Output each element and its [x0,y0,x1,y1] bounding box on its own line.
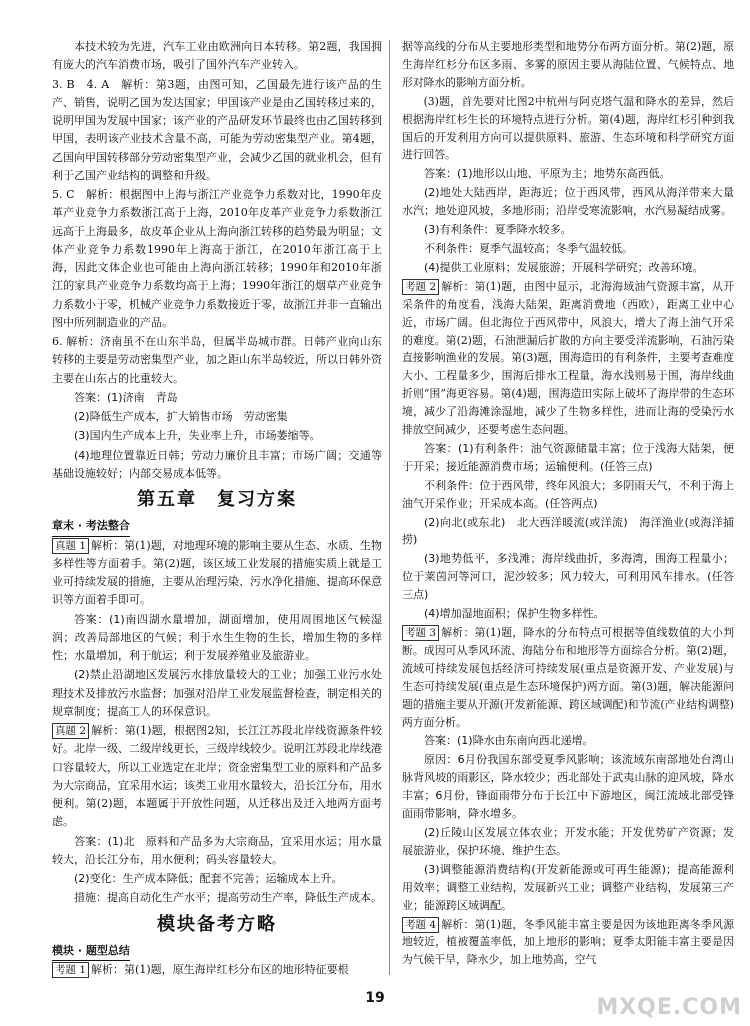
module-title: 模块备考方略 [157,913,277,935]
paragraph: 解析：第(1)题，由图中显示，北海海域油气资源丰富，从开采条件的角度看，浅海大陆架，距离消费地（西欧），距离工业中心近，市场广阔。但北海位于西风带中，风浪大，增大了海上油气开采的难度。第(2)题，石油泄漏后扩散的方向主要受洋流影响，石油污染直接影响渔业的发展。第(3)题，围海造田的有利条件，主要考查难度大小、工程量多少，围海后排水工程量，海水浅则易于围，海岸线曲折则“围”海更容易。第(4)题，围海造田实际上破坏了海岸带的生态环境，减少了沿海滩涂湿地，减少了生物多样性，进而让海的受染污水排放空间减少，还要考虑生态问题。 [402,279,734,437]
answer: (3)地势低平，多浅滩；海岸线曲折，多海湾，围海工程量小；位于莱茵河等河口，泥沙较多；风力较大，可利用风车排水。(任答三点) [402,552,734,602]
question-tag: 考题 3 [402,625,439,641]
question-tag: 考题 1 [52,962,89,978]
answer: (2)变化：生产成本降低；配套不完善；运输成本上升。 [74,872,343,885]
question-tag: 考题 4 [402,917,439,933]
paragraph: 解析：第(1)题，冬季风能丰富主要是因为该地距离冬季风源地较近，植被覆盖率低，加上地形的影响；夏季太阳能丰富主要是因为气候干旱，降水少，加上地势高，空气 [402,917,734,967]
answer: 答案：(1)北 原料和产品多为大宗商品，宜采用水运；用水量较大，沿长江分布，用水便利；码头容量较大。 [52,834,382,866]
answer: (2)向北(或东北) 北大西洋暖流(或洋流) 海洋渔业(或海洋捕捞) [402,515,734,547]
answer: (4)提供工业原料；发展旅游；开展科学研究；改善环境。 [424,260,704,274]
paragraph: 3. B 4. A 解析：第3题，由图可知，乙国最先进行该产品的生产、销售，说明乙国为发达国家；甲国该产业是由乙国转移过来的，说明甲国为发展中国家；该产业的产品研发环节最终也由乙国转移到甲国，表明该产业技术含量不高，可能为劳动密集型产业。第4题，乙国向甲国转移部分劳动密集型产业，会减少乙国的就业机会，但有利于乙国产业结构的调整和升级。 [52,77,382,182]
page-number: 19 [365,990,385,1006]
paragraph: 6. 解析：济南虽不在山东半岛，但属半岛城市群。日韩产业向山东转移的主要是劳动密集型产业，加之距山东半岛较近，所以日韩外资主要在山东占的比重较大。 [52,335,382,385]
right-column [402,38,734,970]
answer: (2)降低生产成本，扩大销售市场 劳动密集 [74,410,288,423]
answer: 答案：(1)地形以山地、平原为主；地势东高西低。 [424,167,671,181]
answer: 答案：(1)降水由东南向西北递增。 [424,734,594,748]
question-block [52,961,382,979]
question-tag: 考题 2 [402,279,439,295]
answer: (3)有利条件：夏季降水较多。 [424,223,572,237]
chapter-title: 第五章 复习方案 [137,489,297,510]
paragraph: 解析：第(1)题，根据图2知，长江江苏段北岸线资源条件较好。北岸一级、二级岸线更长，三级岸线较少。说明江苏段北岸线港口容量较大，所以工业选定在北岸；资金密集型工业的原料和产品多为大宗商品，宜采用水运；该类工业用水量较大，沿长江分布，用水便利。第(2)题，本题属于开放性问题，从迁移出及迁入地两方面考虑。 [52,724,382,829]
answer: (2)禁止沿湖地区发展污水排放量较大的工业；加强工业污水处理技术及排放污水监督；加强对沿岸工业发展监督检查，制定相关的规章制度；提高工人的环保意识。 [52,668,382,718]
answer: (3)国内生产成本上升，失业率上升，市场萎缩等。 [74,429,321,443]
answer: 不利条件：位于西风带，终年风浪大；多阴雨天气，不利于海上油气开采作业；开采成本高。(任答两点) [402,478,734,510]
watermark: MXQE.COM [596,995,742,1020]
answer: 措施：提高自动化生产水平；提高劳动生产率，降低生产成本。 [74,891,382,905]
answer: (4)增加湿地面积；保护生物多样性。 [424,607,605,621]
question-block [52,722,382,832]
question-block [52,537,382,610]
question-block [402,278,734,439]
paragraph: 5. C 解析：根据图中上海与浙江产业竞争力系数对比，1990年皮革产业竞争力系数浙江高于上海，2010年皮革产业竞争力系数浙江远高于上海最多，故皮革企业从上海向浙江转移的趋势最为明显；文体产业竞争力系数1990年上海高于浙江，在2010年浙江高于上海，因此文体企业也可能由上海向浙江转移；1990年和2010年浙江的家具产业竞争力系数均高于上海；1990年浙江的烟草产业竞争力系数小于零，机械产业竞争力系数接近于零，故浙江并非一直输出图中所列制造业的产品。 [52,188,382,329]
section-heading: 章末 · 考法整合 [52,517,130,536]
paragraph: 本技术较为先进，汽车工业由欧洲向日本转移。第2题，我国拥有庞大的汽车消费市场，吸引了国外汽车产业转入。 [52,40,382,72]
answer: 原因：6月份我国东部受夏季风影响；该流域东南部地处台湾山脉背风坡的雨影区，降水较少；西北部处于武夷山脉的迎风坡，降水丰富；6月份，锋面雨带分布于长江中下游地区，闽江流域北部受锋面雨带影响，降水增多。 [402,753,734,821]
paragraph: 据等高线的分布从主要地形类型和地势分布两方面分析。第(2)题，原生海岸红杉分布区多雨、多雾的原因主要从海陆位置、气候特点、地形对降水的影响方面分析。 [402,40,734,89]
question-block [402,916,734,970]
answer: (4)地理位置靠近日韩；劳动力廉价且丰富；市场广阔；交通等基础设施较好；内部交易成本低等。 [52,448,382,480]
question-block [402,624,734,731]
answer: (2)地处大陆西岸，距海近；位于西风带，西风从海洋带来大量水汽；地处迎风坡，多地形雨；沿岸受寒流影响，水汽易凝结成雾。 [402,186,734,218]
answer: 不利条件：夏季气温较高；冬季气温较低。 [424,241,633,255]
section-heading: 模块 · 题型总结 [52,942,130,961]
paragraph: 解析：第(1)题，原生海岸红杉分布区的地形特征要根 [91,963,349,976]
paragraph: 解析：第(1)题，降水的分布特点可根据等值线数值的大小判断。成因可从季风环流、海陆分布和地形等方面综合分析。第(2)题，流域可持续发展包括经济可持续发展(重点是资源开发、产业发展)与生态可持续发展(重点是生态环境保护)两方面。第(3)题，解决能源问题的措施主要从开源(开发新能源、跨区域调配)和节流(产业结构调整)两方面分析。 [402,626,734,729]
answer: (2)丘陵山区发展立体农业；开发水能；开发优势矿产资源；发展旅游业，保护环境、维护生态。 [402,825,734,857]
answer: (3)调整能源消费结构(开发新能源或可再生能源)；提高能源利用效率；调整工业结构，发展新兴工业；调整产业结构，发展第三产业；能源跨区域调配。 [402,862,734,912]
paragraph: 解析：第(1)题，对地理环境的影响主要从生态、水质、生物多样性等方面着手。第(2)题，该区域工业发展的措施实质上就是工业可持续发展的措施，主要从治理污染、污水净化措施、提高环保意识等方面着手即可。 [52,538,382,607]
paragraph: (3)题，首先要对比图2中杭州与阿克塔气温和降水的差异，然后根据海岸红杉生长的环境特点进行分析。第(4)题，海岸红杉引种到我国后的开发利用方向可以提供原料、旅游、生态环境和科学研究方面进行回答。 [402,94,734,162]
question-tag: 真题 2 [52,723,89,739]
answer: 答案：(1)南四湖水量增加，湖面增加，使用周围地区气候湿润；改善局部地区的气候；利于水生生物的生长，增加生物的多样性；水量增加，利于航运；利于发展养殖业及旅游业。 [52,612,382,662]
question-tag: 真题 1 [52,538,89,554]
answer: 答案：(1)济南 青岛 [74,390,178,404]
column-divider [389,40,390,975]
left-column [52,38,382,980]
answer: 答案：(1)有利条件：油气资源储量丰富；位于浅海大陆架，便于开采；接近能源消费市场；运输便利。(任答三点) [402,441,734,473]
